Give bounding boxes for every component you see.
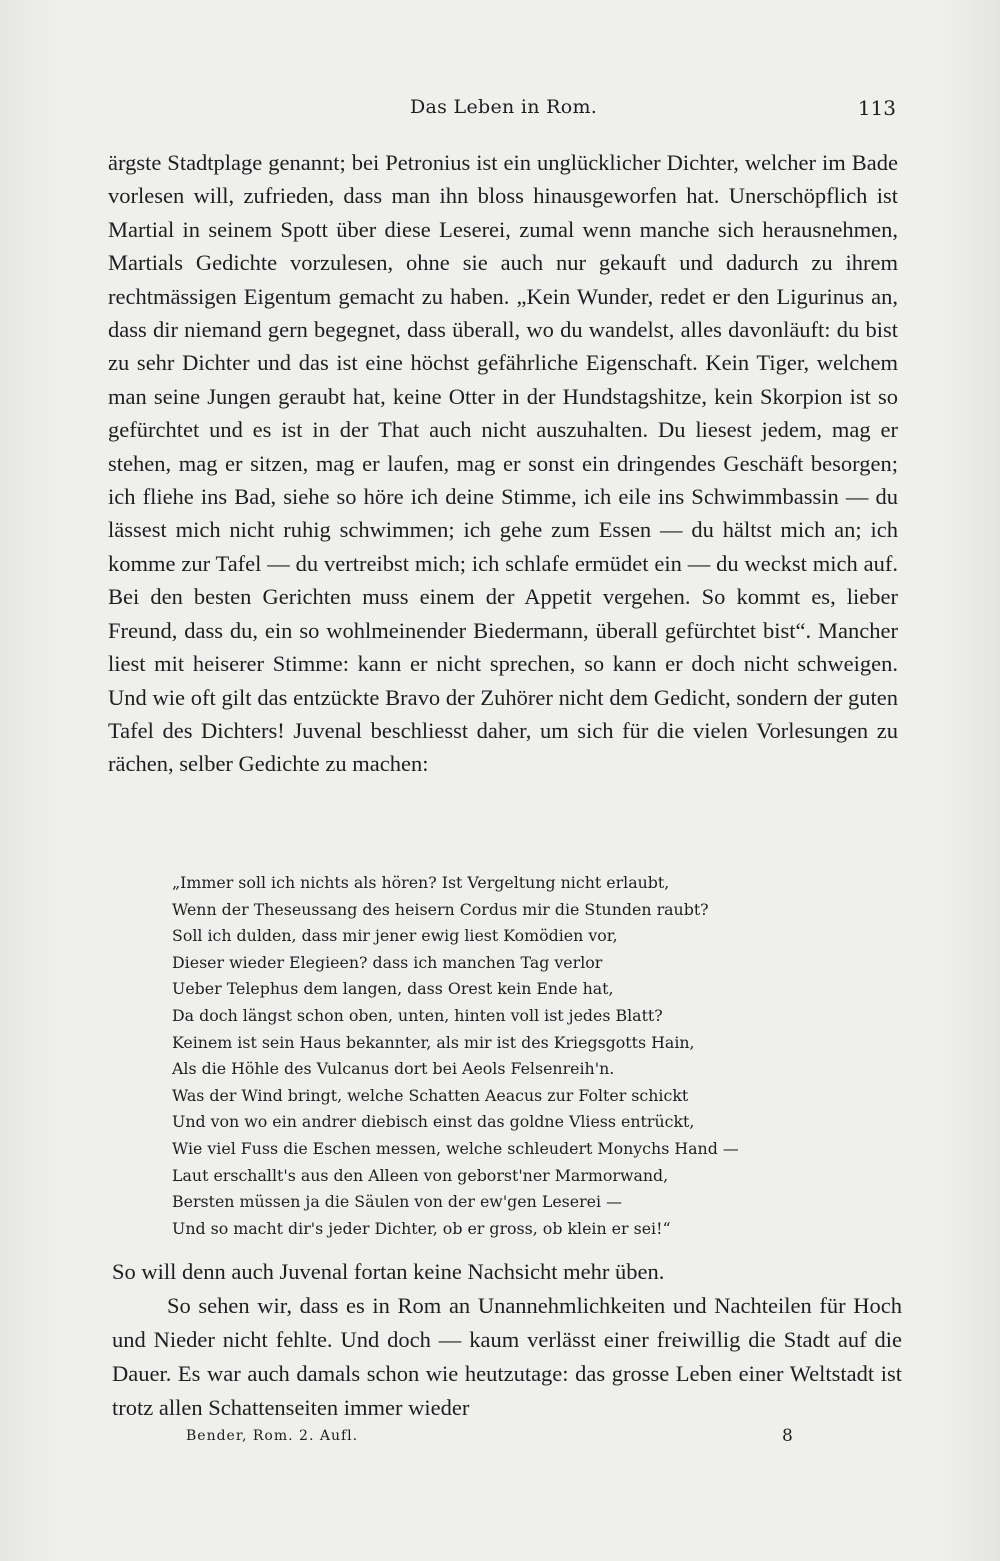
verse-line: Ueber Telephus dem langen, dass Orest kein Ende hat, <box>172 979 614 999</box>
page-footer <box>110 1428 910 1452</box>
sheet-number: 8 <box>782 1426 793 1446</box>
verse-line: „Immer soll ich nichts als hören? Ist Vergeltung nicht erlaubt, <box>172 873 670 892</box>
verse-line: Wie viel Fuss die Eschen messen, welche schleudert Monychs Hand — <box>172 1138 739 1158</box>
page-header <box>110 96 910 126</box>
verse-line: Dieser wieder Elegieen? dass ich manchen Tag verlor <box>172 952 603 972</box>
verse-line: Keinem ist sein Haus bekannter, als mir ist des Kriegsgotts Hain, <box>172 1032 695 1052</box>
printer-signature: Bender, Rom. 2. Aufl. <box>186 1428 359 1444</box>
paragraph: So will denn auch Juvenal fortan keine Nachsicht mehr üben. <box>112 1259 665 1284</box>
paragraph: ärgste Stadtplage genannt; bei Petronius ist ein unglücklicher Dichter, welcher im Bade vorlesen will, zufrieden, dass man ihn bloss hinausgeworfen hat. Unerschöpflich ist Martial in seinem Spott über diese Leserei, zumal wenn manche sich herausnehmen, Martials Gedichte vorzulesen, ohne sie auch nur gekauft und dadurch zu ihrem rechtmässigen Eigentum gemacht zu haben. „Kein Wunder, redet er den Ligurinus an, dass dir niemand gern begegnet, dass überall, wo du wandelst, alles davonläuft: du bist zu sehr Dichter und das ist eine höchst gefährliche Eigenschaft. Kein Tiger, welchem man seine Jungen geraubt hat, keine Otter in der Hundstagshitze, kein Skorpion ist so gefürchtet und es ist in der That auch nicht auszuhalten. Du liesest jedem, mag er stehen, mag er sitzen, mag er laufen, mag er sonst ein dringendes Geschäft besorgen; ich fliehe ins Bad, siehe so höre ich deine Stimme, ich eile ins Schwimmbassin — du lässest mich nicht ruhig schwimmen; ich gehe zum Essen — du hältst mich an; ich komme zur Tafel — du vertreibst mich; ich schlafe ermüdet ein — du weckst mich auf. Bei den besten Gerichten muss einem der Appetit vergehen. So kommt es, lieber Freund, dass du, ein so wohlmeinender Biedermann, überall gefürchtet bist“. Mancher liest mit heiserer Stimme: kann er nicht sprechen, so kann er doch nicht schweigen. Und wie oft gilt das entzückte Bravo der Zuhörer nicht dem Gedicht, sondern der guten Tafel des Dichters! Juvenal beschliesst daher, um sich für die vielen Vorlesungen zu rächen, selber Gedichte zu machen: <box>108 150 898 777</box>
verse-line: Wenn der Theseussang des heisern Cordus mir die Stunden raubt? <box>172 899 709 919</box>
verse-line: Und von wo ein andrer diebisch einst das goldne Vliess entrückt, <box>172 1112 695 1132</box>
verse-line: Was der Wind bringt, welche Schatten Aeacus zur Folter schickt <box>172 1085 689 1105</box>
verse-line: Und so macht dir's jeder Dichter, ob er gross, ob klein er sei!“ <box>172 1218 671 1238</box>
main-text-block <box>108 146 898 781</box>
verse-line: Bersten müssen ja die Säulen von der ew'gen Leserei — <box>172 1192 622 1212</box>
running-head: Das Leben in Rom. <box>410 96 598 118</box>
verse-line: Als die Höhle des Vulcanus dort bei Aeols Felsenreih'n. <box>172 1059 615 1079</box>
verse-line: Da doch längst schon oben, unten, hinten voll ist jedes Blatt? <box>172 1005 663 1025</box>
verse-quotation <box>172 870 812 1242</box>
verse-line: Soll ich dulden, dass mir jener ewig liest Komödien vor, <box>172 926 618 946</box>
verse-line: Laut erschallt's aus den Alleen von geborst'ner Marmorwand, <box>172 1165 669 1185</box>
paragraph: So sehen wir, dass es in Rom an Unannehmlichkeiten und Nachteilen für Hoch und Nieder nicht fehlte. Und doch — kaum verlässt einer freiwillig die Stadt auf die Dauer. Es war auch damals schon wie heutzutage: das grosse Leben einer Weltstadt ist trotz allen Schattenseiten immer wieder <box>112 1293 902 1420</box>
page-number: 113 <box>857 96 896 120</box>
closing-text-block <box>112 1255 902 1425</box>
